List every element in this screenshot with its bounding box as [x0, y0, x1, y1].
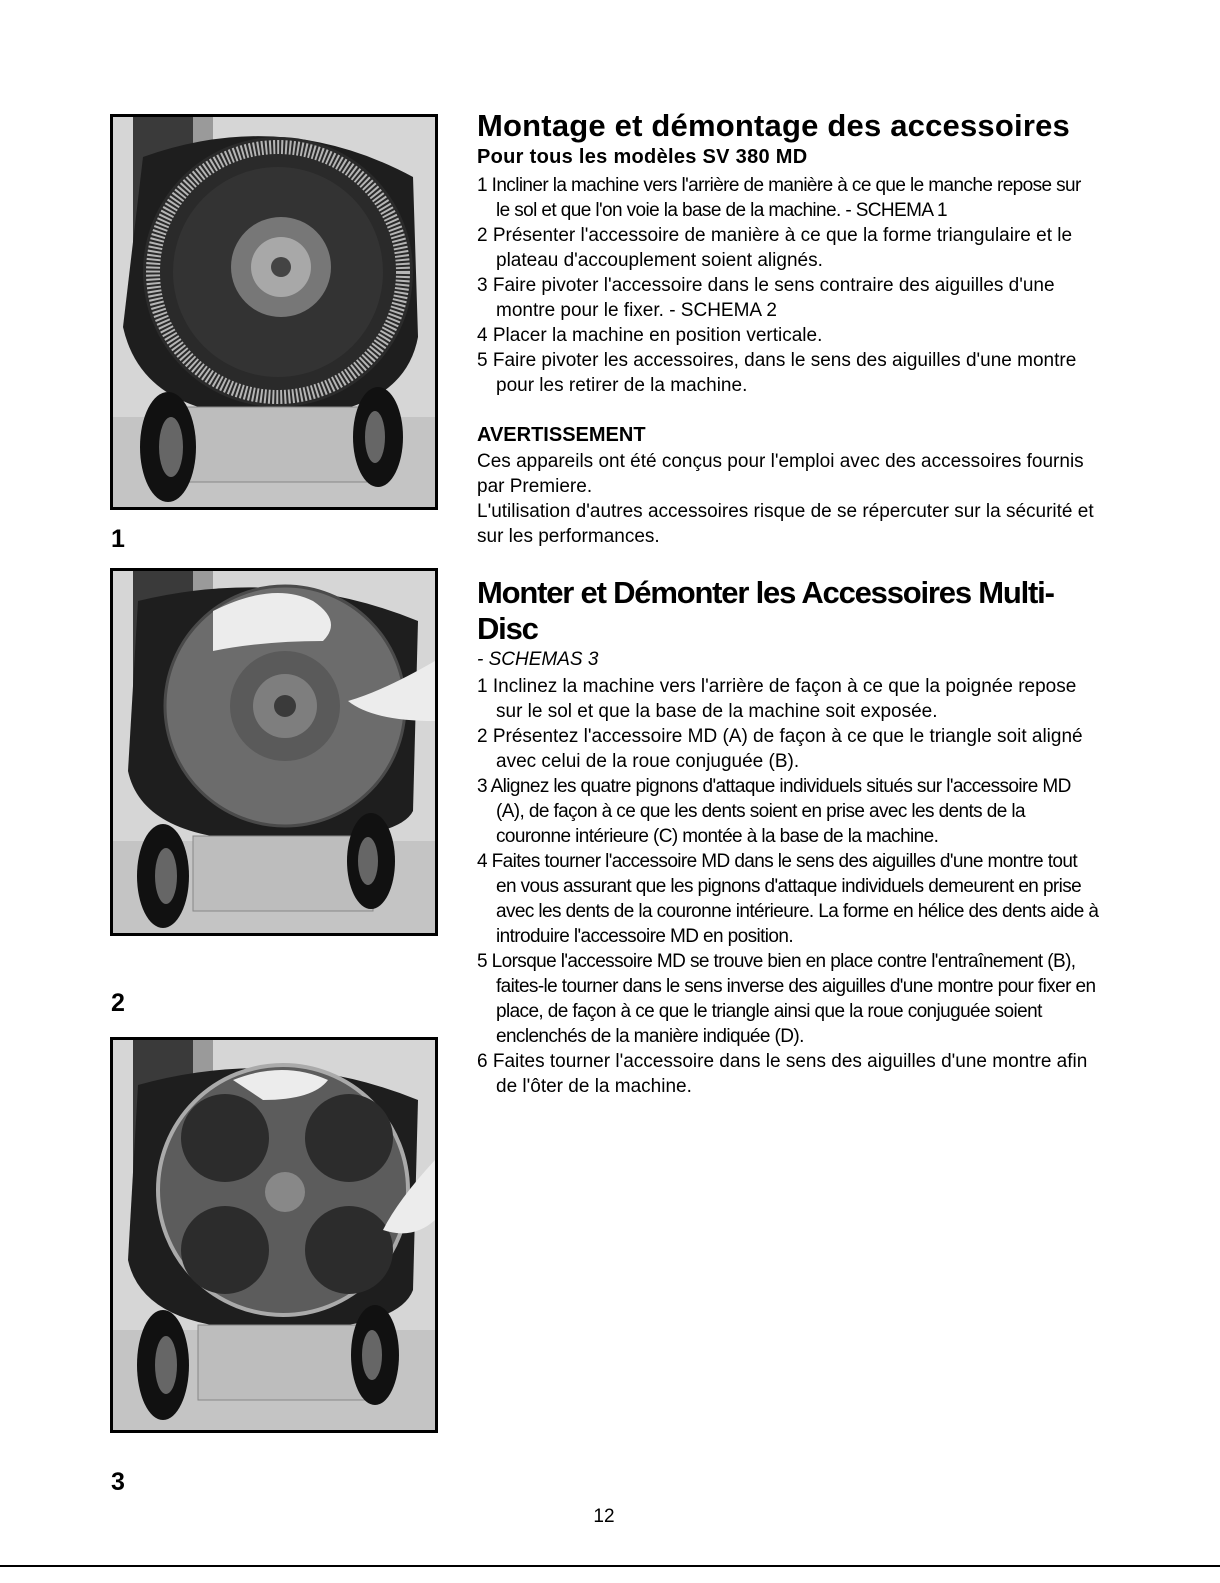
figure-1-photo: [110, 114, 438, 510]
text-column: [477, 108, 1099, 1099]
list-item: 4 Faites tourner l'accessoire MD dans le sens des aiguilles d'une montre tout en vous assurant que les pignons d'attaque individuels demeurent en prise avec les dents de la couronne intérieure. La forme en hélice des dents aide à introduire l'accessoire MD en position.: [477, 851, 1099, 947]
list-item: 6 Faites tourner l'accessoire dans le sens des aiguilles d'une montre afin de l'ôter de la machine.: [477, 1051, 1088, 1097]
figure-3-number: 3: [111, 1468, 125, 1496]
machine-pad-illustration: [113, 571, 435, 933]
warning-title: AVERTISSEMENT: [477, 424, 646, 446]
list-item: 5 Faire pivoter les accessoires, dans le sens des aiguilles d'une montre pour les retirer de la machine.: [477, 350, 1077, 396]
page-number: 12: [593, 1506, 615, 1527]
figure-3-photo: [110, 1037, 438, 1433]
list-item: 3 Alignez les quatre pignons d'attaque individuels situés sur l'accessoire MD (A), de façon à ce que les dents soient en prise avec les dents de la couronne intérieure (C) montée à la base de la machine.: [477, 776, 1071, 847]
machine-gear-illustration: [113, 117, 435, 507]
list-item: 3 Faire pivoter l'accessoire dans le sens contraire des aiguilles d'une montre pour le fixer. - SCHEMA 2: [477, 275, 1055, 321]
figure-2-photo: [110, 568, 438, 936]
section2-steps: [477, 674, 1099, 1099]
section1-steps: [477, 173, 1099, 398]
list-item: 1 Inclinez la machine vers l'arrière de façon à ce que la poignée repose sur le sol et que la base de la machine soit exposée.: [477, 676, 1077, 722]
footer-divider: [0, 1565, 1220, 1567]
section2-schemas: - SCHEMAS 3: [477, 649, 599, 670]
list-item: 4 Placer la machine en position verticale.: [477, 325, 823, 346]
machine-multidisc-illustration: [113, 1040, 435, 1430]
list-item: 1 Incliner la machine vers l'arrière de manière à ce que le manche repose sur le sol et que l'on voie la base de la machine. - SCHEMA 1: [477, 175, 1081, 221]
figure-1-number: 1: [111, 525, 125, 553]
figure-2-number: 2: [111, 989, 125, 1017]
section2-title: Monter et Démonter les Accessoires Multi-Disc: [477, 575, 1054, 646]
section1-title: Montage et démontage des accessoires: [477, 108, 1070, 143]
list-item: 5 Lorsque l'accessoire MD se trouve bien en place contre l'entraînement (B), faites-le tourner dans le sens inverse des aiguilles d'une montre pour fixer en place, de façon à ce que le triangle ainsi que la roue conjuguée soient enclenchés de la manière indiquée (D).: [477, 951, 1096, 1047]
warning-line-2: L'utilisation d'autres accessoires risque de se répercuter sur la sécurité et sur les performances.: [477, 501, 1094, 547]
warning-line-1: Ces appareils ont été conçus pour l'emploi avec des accessoires fournis par Premiere.: [477, 451, 1084, 497]
list-item: 2 Présenter l'accessoire de manière à ce que la forme triangulaire et le plateau d'accouplement soient alignés.: [477, 225, 1073, 271]
section1-subtitle: Pour tous les modèles SV 380 MD: [477, 146, 808, 168]
list-item: 2 Présentez l'accessoire MD (A) de façon à ce que le triangle soit aligné avec celui de la roue conjuguée (B).: [477, 726, 1083, 772]
